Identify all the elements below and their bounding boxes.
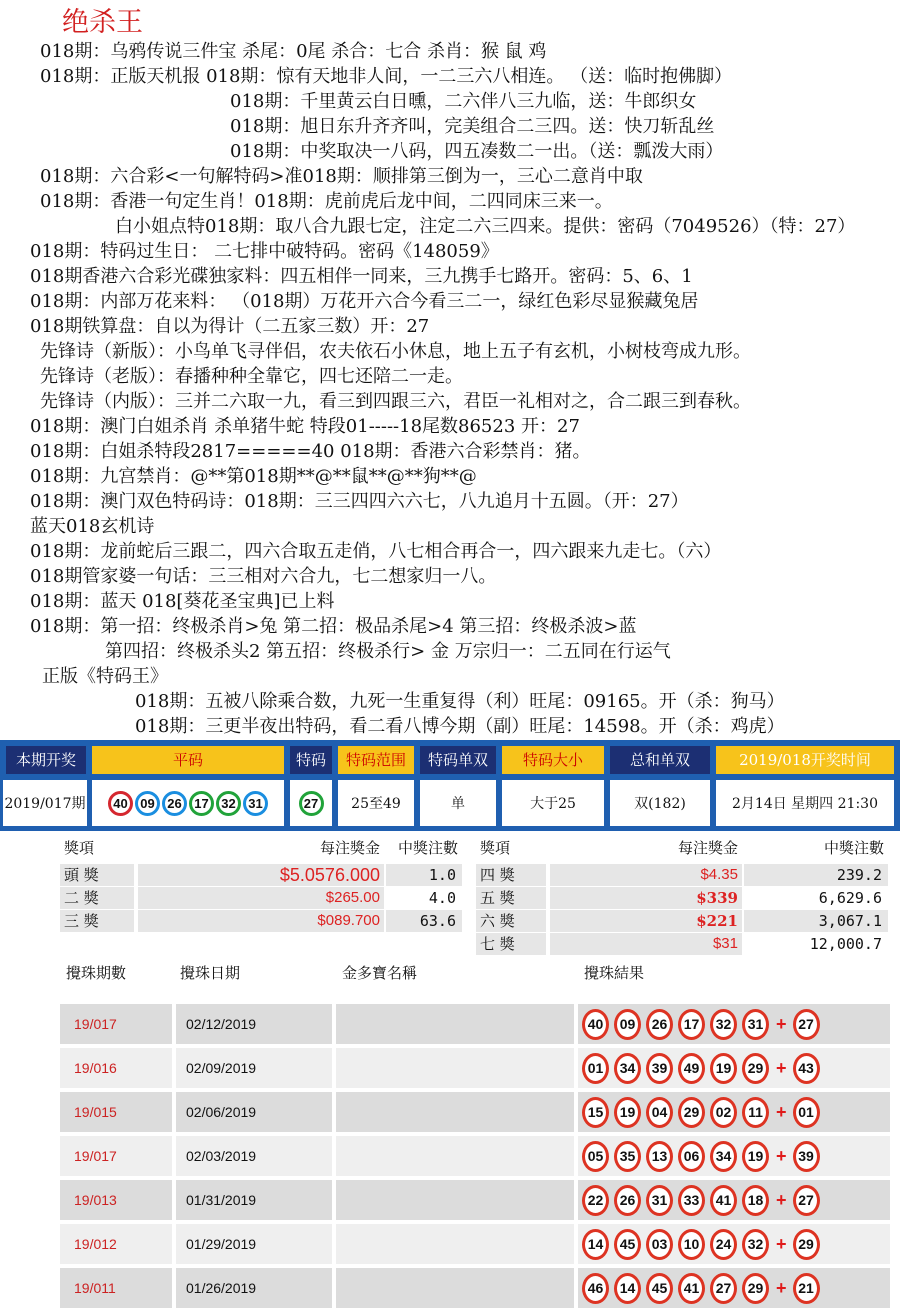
text-line: 018期：第一招：终极杀肖>兔 第二招：极品杀尾>4 第三招：终极杀波>蓝 — [30, 616, 637, 637]
text-line: 白小姐点特018期：取八合九跟七定，注定二六三四来。提供：密码（7049526）（特：27） — [115, 216, 856, 237]
history-name — [336, 1180, 574, 1220]
number-ball: 14 — [614, 1273, 641, 1304]
prize-name: 二 獎 — [60, 887, 134, 909]
prize-amount: $221 — [550, 910, 742, 932]
number-ball: 14 — [582, 1229, 609, 1260]
table-row — [60, 1180, 890, 1220]
text-line: 018期：正版天机报 018期：惊有天地非人间，一二三六八相连。 （送：临时抱佛脚） — [40, 66, 733, 87]
header-sum-odd-even: 总和单双 — [610, 746, 710, 774]
sum-odd-even: 双(182) — [610, 780, 710, 826]
text-line: 018期铁算盘：自以为得计（二五家三数）开：27 — [30, 316, 430, 337]
number-ball: 27 — [793, 1009, 820, 1040]
header-special-number: 特码 — [290, 746, 332, 774]
prize-count: 6,629.6 — [818, 889, 882, 907]
number-ball: 06 — [678, 1141, 705, 1172]
number-ball: 45 — [614, 1229, 641, 1260]
plus-sign: + — [776, 1145, 787, 1166]
history-date: 01/26/2019 — [176, 1268, 332, 1308]
number-ball: 45 — [646, 1273, 673, 1304]
page-title: 绝杀王 — [62, 7, 143, 38]
number-ball: 33 — [678, 1185, 705, 1216]
table-row — [60, 1224, 890, 1264]
history-name — [336, 1268, 574, 1308]
plus-sign: + — [776, 1101, 787, 1122]
text-line: 018期：千里黄云白日曛，二六伴八三九临，送：牛郎织女 — [230, 91, 697, 112]
history-period: 19/012 — [60, 1224, 172, 1264]
number-ball: 41 — [678, 1273, 705, 1304]
prize-table-left — [60, 838, 462, 938]
history-date: 01/31/2019 — [176, 1180, 332, 1220]
number-ball: 34 — [614, 1053, 641, 1084]
number-ball: 43 — [793, 1053, 820, 1084]
text-line: 蓝天018玄机诗 — [30, 516, 155, 537]
plus-sign: + — [776, 1277, 787, 1298]
text-line: 018期：白姐杀特段2817=====40 018期：香港六合彩禁肖：猪。 — [30, 441, 591, 462]
number-ball: 09 — [614, 1009, 641, 1040]
number-ball: 32 — [742, 1229, 769, 1260]
number-ball: 27 — [793, 1185, 820, 1216]
special-odd-even: 单 — [420, 780, 496, 826]
history-date: 02/12/2019 — [176, 1004, 332, 1044]
prize-amount: $5.0576.000 — [138, 864, 384, 886]
prize-count: 12,000.7 — [809, 935, 882, 953]
text-line: 第四招：终极杀头2 第五招：终极杀行> 金 万宗归一：二五同在行运气 — [105, 641, 671, 662]
prize-header-amount: 每注獎金 — [677, 840, 738, 857]
history-name — [336, 1092, 574, 1132]
text-line: 018期：中奖取决一八码，四五凑数二一出。（送：瓢泼大雨） — [230, 141, 724, 162]
prize-amount: $089.700 — [138, 910, 384, 932]
number-ball: 04 — [646, 1097, 673, 1128]
text-line: 正版《特码王》 — [42, 666, 168, 687]
history-date: 02/03/2019 — [176, 1136, 332, 1176]
text-line: 018期：五被八除乘合数，九死一生重复得（利）旺尾：09165。开（杀：狗马） — [135, 691, 785, 712]
history-header-result: 攪珠結果 — [584, 965, 645, 982]
number-ball: 13 — [646, 1141, 673, 1172]
header-normal-numbers: 平码 — [92, 746, 284, 774]
plus-sign: + — [776, 1013, 787, 1034]
number-ball: 41 — [710, 1185, 737, 1216]
history-header-name: 金多寶名稱 — [342, 965, 418, 982]
draw-period: 2019/017期 — [3, 780, 87, 826]
text-line: 018期：六合彩<一句解特码>准018期：顺排第三倒为一，三心二意肖中取 — [40, 166, 643, 187]
plus-sign: + — [776, 1189, 787, 1210]
history-period: 19/011 — [60, 1268, 172, 1308]
normal-balls — [92, 780, 284, 826]
number-ball: 31 — [742, 1009, 769, 1040]
number-ball: 49 — [678, 1053, 705, 1084]
history-result — [578, 1048, 890, 1088]
prize-count: 1.0 — [386, 864, 462, 886]
table-row — [60, 1268, 890, 1308]
number-ball: 29 — [793, 1229, 820, 1260]
number-ball: 19 — [614, 1097, 641, 1128]
number-ball: 26 — [162, 791, 187, 816]
history-header-date: 攪珠日期 — [180, 965, 241, 982]
prize-name: 頭 獎 — [60, 864, 134, 886]
history-header-period: 攪珠期數 — [66, 965, 127, 982]
text-line: 018期：澳门双色特码诗：018期：三三四四六六七，八九追月十五圆。（开：27） — [30, 491, 689, 512]
number-ball: 09 — [135, 791, 160, 816]
header-next-draw-time: 2019/018开奖时间 — [716, 746, 894, 774]
header-special-size: 特码大小 — [502, 746, 604, 774]
prize-amount: $339 — [550, 887, 742, 909]
text-line: 018期管家婆一句话：三三相对六合九，七二想家归一八。 — [30, 566, 497, 587]
history-result — [578, 1092, 890, 1132]
number-ball: 21 — [793, 1273, 820, 1304]
number-ball: 29 — [742, 1273, 769, 1304]
prize-amount: $4.35 — [550, 864, 742, 886]
history-period: 19/017 — [60, 1004, 172, 1044]
number-ball: 01 — [793, 1097, 820, 1128]
prize-amount: $265.00 — [138, 887, 384, 909]
prize-table-right — [476, 838, 888, 958]
history-name — [336, 1136, 574, 1176]
number-ball: 29 — [742, 1053, 769, 1084]
history-period: 19/016 — [60, 1048, 172, 1088]
number-ball: 15 — [582, 1097, 609, 1128]
header-special-odd-even: 特码单双 — [420, 746, 496, 774]
header-current-draw: 本期开奖 — [6, 746, 86, 774]
prize-count: 3,067.1 — [744, 910, 888, 932]
history-name — [336, 1004, 574, 1044]
number-ball: 34 — [710, 1141, 737, 1172]
number-ball: 40 — [582, 1009, 609, 1040]
number-ball: 26 — [646, 1009, 673, 1040]
text-line: 018期：蓝天 018[葵花圣宝典]已上料 — [30, 591, 335, 612]
number-ball: 39 — [793, 1141, 820, 1172]
text-line: 018期：旭日东升齐齐叫，完美组合二三四。送：快刀斩乱丝 — [230, 116, 715, 137]
history-result — [578, 1268, 890, 1308]
text-line: 018期：澳门白姐杀肖 杀单猪牛蛇 特段01-----18尾数86523 开：27 — [30, 416, 580, 437]
number-ball: 31 — [646, 1185, 673, 1216]
number-ball: 10 — [678, 1229, 705, 1260]
number-ball: 29 — [678, 1097, 705, 1128]
history-date: 01/29/2019 — [176, 1224, 332, 1264]
history-date: 02/09/2019 — [176, 1048, 332, 1088]
table-row — [60, 1048, 890, 1088]
number-ball: 24 — [710, 1229, 737, 1260]
number-ball: 26 — [614, 1185, 641, 1216]
prize-count: 4.0 — [428, 889, 456, 907]
number-ball: 03 — [646, 1229, 673, 1260]
number-ball: 01 — [582, 1053, 609, 1084]
text-line: 018期：乌鸦传说三件宝 杀尾：0尾 杀合：七合 杀肖：猴 鼠 鸡 — [40, 41, 547, 62]
history-period: 19/017 — [60, 1136, 172, 1176]
number-ball: 11 — [742, 1097, 769, 1128]
table-row — [60, 1136, 890, 1176]
text-line: 018期：香港一句定生肖！018期：虎前虎后龙中间，二四同床三来一。 — [40, 191, 613, 212]
prize-name: 三 獎 — [60, 910, 134, 932]
history-period: 19/015 — [60, 1092, 172, 1132]
text-line: 018期：九宫禁肖：@**第018期**@**鼠**@**狗**@ — [30, 466, 477, 487]
special-ball — [290, 780, 332, 826]
text-line: 018期：内部万花来料： （018期）万花开六合今看三二一，绿红色彩尽显猴藏兔居 — [30, 291, 699, 312]
number-ball: 27 — [710, 1273, 737, 1304]
number-ball: 35 — [614, 1141, 641, 1172]
prize-count: 63.6 — [386, 910, 462, 932]
number-ball: 27 — [299, 791, 324, 816]
number-ball: 17 — [189, 791, 214, 816]
history-period: 19/013 — [60, 1180, 172, 1220]
history-result — [578, 1224, 890, 1264]
number-ball: 39 — [646, 1053, 673, 1084]
text-line: 018期：特码过生日： 二七排中破特码。密码《148059》 — [30, 241, 499, 262]
table-row — [60, 1092, 890, 1132]
number-ball: 31 — [243, 791, 268, 816]
number-ball: 19 — [710, 1053, 737, 1084]
number-ball: 17 — [678, 1009, 705, 1040]
next-draw-time: 2月14日 星期四 21:30 — [716, 780, 894, 826]
table-row — [60, 1004, 890, 1044]
prize-header-name: 獎項 — [480, 840, 511, 857]
draw-result-table — [0, 740, 900, 831]
number-ball: 22 — [582, 1185, 609, 1216]
number-ball: 32 — [710, 1009, 737, 1040]
special-size: 大于25 — [502, 780, 604, 826]
prize-name: 五 獎 — [476, 887, 546, 909]
prize-amount: $31 — [550, 933, 742, 955]
prize-name: 七 獎 — [476, 933, 546, 955]
prize-name: 六 獎 — [476, 910, 546, 932]
prize-count: 239.2 — [744, 864, 888, 886]
text-line: 先锋诗（内版）：三并二六取一九，看三到四跟三六，君臣一礼相对之，合二跟三到春秋。 — [40, 391, 751, 412]
history-date: 02/06/2019 — [176, 1092, 332, 1132]
prize-header-count: 中獎注數 — [397, 840, 458, 857]
prize-header-amount: 每注獎金 — [319, 840, 380, 857]
prize-header-name: 獎項 — [64, 840, 95, 857]
prize-name: 四 獎 — [476, 864, 546, 886]
history-result — [578, 1136, 890, 1176]
number-ball: 19 — [742, 1141, 769, 1172]
text-line: 018期：龙前蛇后三跟二，四六合取五走俏，八七相合再合一，四六跟来九走七。（六） — [30, 541, 722, 562]
prize-header-count: 中獎注數 — [823, 840, 884, 857]
plus-sign: + — [776, 1057, 787, 1078]
number-ball: 40 — [108, 791, 133, 816]
text-line: 先锋诗（新版）：小鸟单飞寻伴侣，农夫依石小休息，地上五子有玄机，小树枝弯成九形。 — [40, 341, 751, 362]
number-ball: 02 — [710, 1097, 737, 1128]
number-ball: 46 — [582, 1273, 609, 1304]
text-line: 018期香港六合彩光碟独家料：四五相伴一同来，三九携手七路开。密码：5、6、1 — [30, 266, 693, 287]
text-line: 018期：三更半夜出特码，看二看八博今期（副）旺尾：14598。开（杀：鸡虎） — [135, 716, 785, 737]
special-range: 25至49 — [338, 780, 414, 826]
history-result — [578, 1004, 890, 1044]
plus-sign: + — [776, 1233, 787, 1254]
header-special-range: 特码范围 — [338, 746, 414, 774]
number-ball: 05 — [582, 1141, 609, 1172]
text-line: 先锋诗（老版）：春播种种全靠它，四七还陪二一走。 — [40, 366, 463, 387]
number-ball: 32 — [216, 791, 241, 816]
history-name — [336, 1048, 574, 1088]
number-ball: 18 — [742, 1185, 769, 1216]
history-name — [336, 1224, 574, 1264]
history-result — [578, 1180, 890, 1220]
